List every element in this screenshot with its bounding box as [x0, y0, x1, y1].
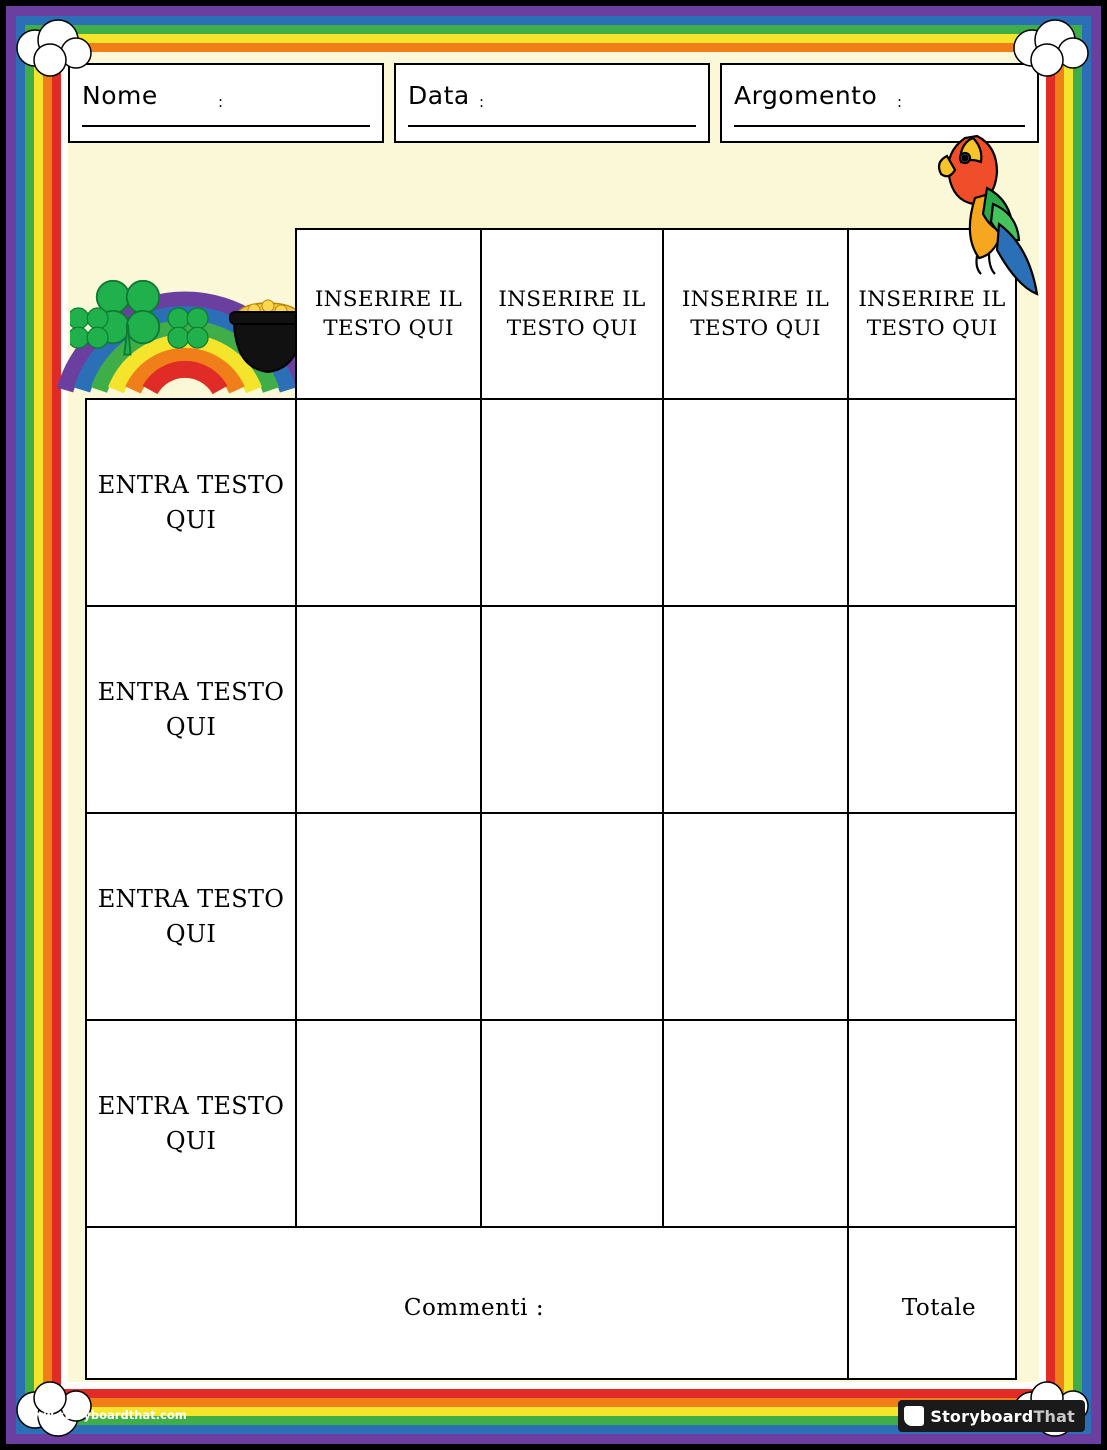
footer-url[interactable]: www.storyboardthat.com [22, 1408, 187, 1422]
cell-r1c4[interactable] [848, 399, 1016, 606]
cell-r1c2[interactable] [481, 399, 663, 606]
field-nome-line [82, 125, 370, 127]
cell-r2c4[interactable] [848, 606, 1016, 813]
cell-r4c4[interactable] [848, 1020, 1016, 1227]
field-data[interactable] [394, 63, 710, 143]
cell-r3c2[interactable] [481, 813, 663, 1020]
field-argomento-label: Argomento [734, 81, 878, 110]
cell-r3c4[interactable] [848, 813, 1016, 1020]
table-row [86, 1020, 1016, 1227]
field-data-line [408, 125, 696, 127]
row-header-2[interactable]: ENTRA TESTO QUI [86, 606, 296, 813]
comments-cell[interactable]: Commenti : [86, 1227, 848, 1379]
field-nome[interactable] [68, 63, 384, 143]
row-header-3[interactable]: ENTRA TESTO QUI [86, 813, 296, 1020]
table-row [86, 399, 1016, 606]
field-argomento-colon: : [897, 93, 903, 111]
table-row [86, 606, 1016, 813]
header-fields [68, 63, 1039, 143]
logo-text-part2: That [1033, 1406, 1075, 1426]
table-footer-row [86, 1227, 1016, 1379]
field-nome-colon: : [218, 93, 224, 111]
cell-r1c1[interactable] [296, 399, 481, 606]
column-header-2[interactable]: INSERIRE IL TESTO QUI [481, 229, 663, 399]
field-nome-label: Nome [82, 81, 158, 110]
field-data-colon: : [479, 93, 485, 111]
rubric-table [85, 228, 1017, 1380]
cell-r2c2[interactable] [481, 606, 663, 813]
cloud-icon [1007, 8, 1097, 78]
logo-text [930, 1407, 1075, 1426]
cell-r4c1[interactable] [296, 1020, 481, 1227]
table-header-row [86, 229, 1016, 399]
column-header-1[interactable]: INSERIRE IL TESTO QUI [296, 229, 481, 399]
cell-r4c2[interactable] [481, 1020, 663, 1227]
table-corner [86, 229, 296, 399]
total-cell[interactable]: Totale [848, 1227, 1016, 1379]
field-data-label: Data [408, 81, 470, 110]
storyboardthat-logo[interactable] [898, 1400, 1085, 1432]
table-row [86, 813, 1016, 1020]
cell-r1c3[interactable] [663, 399, 848, 606]
row-header-4[interactable]: ENTRA TESTO QUI [86, 1020, 296, 1227]
logo-text-part1: Storyboard [930, 1406, 1034, 1426]
logo-mark-icon [904, 1406, 924, 1426]
cell-r3c3[interactable] [663, 813, 848, 1020]
row-header-1[interactable]: ENTRA TESTO QUI [86, 399, 296, 606]
cell-r2c3[interactable] [663, 606, 848, 813]
cell-r4c3[interactable] [663, 1020, 848, 1227]
cloud-icon [10, 8, 100, 78]
parrot-icon [925, 118, 1060, 308]
column-header-4[interactable]: INSERIRE IL TESTO QUI [848, 229, 1016, 399]
column-header-3[interactable]: INSERIRE IL TESTO QUI [663, 229, 848, 399]
cell-r2c1[interactable] [296, 606, 481, 813]
cell-r3c1[interactable] [296, 813, 481, 1020]
